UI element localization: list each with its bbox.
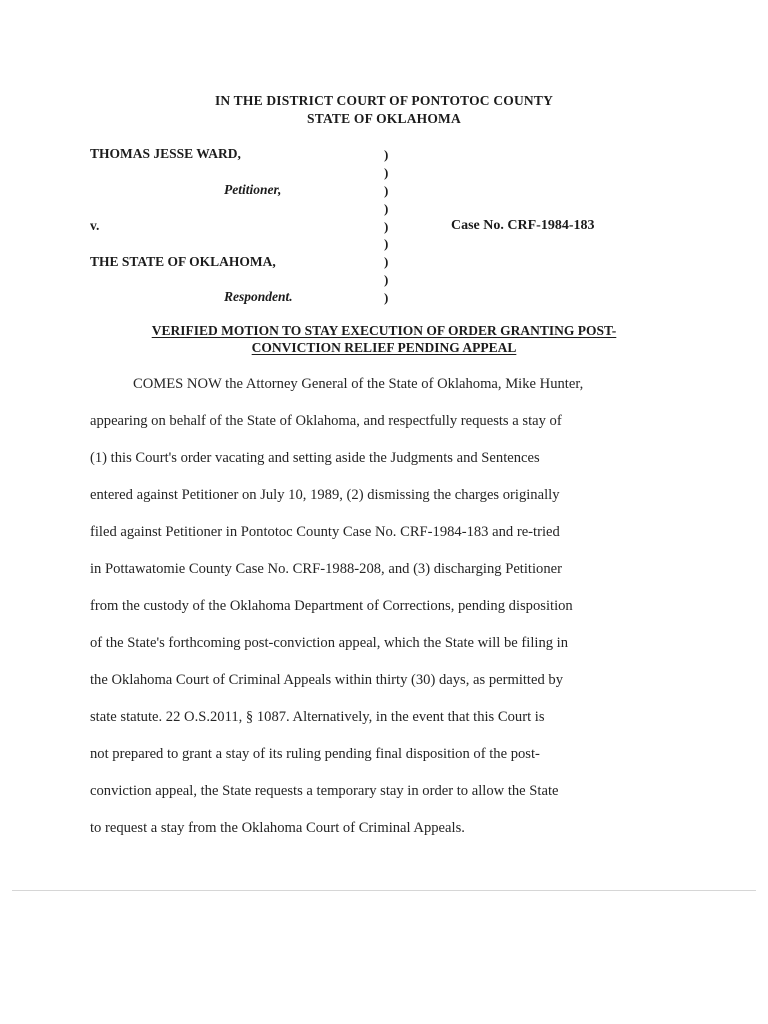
petitioner-name: THOMAS JESSE WARD, [90, 146, 241, 161]
bracket-paren: ) [384, 236, 389, 252]
body-line: from the custody of the Oklahoma Department of Corrections, pending disposition [90, 598, 573, 614]
bracket-paren: ) [384, 164, 389, 180]
court-name: IN THE DISTRICT COURT OF PONTOTOC COUNTY [214, 93, 554, 108]
bracket-paren: ) [384, 147, 389, 162]
bracket-paren: ) [384, 200, 389, 216]
motion-title-line: CONVICTION RELIEF PENDING APPEAL [251, 340, 517, 355]
caption-bracket [384, 146, 396, 307]
motion-title [90, 322, 678, 356]
body-line: of the State's forthcoming post-conviction appeal, which the State will be filing in [90, 635, 569, 651]
case-number: Case No. CRF-1984-183 [451, 218, 595, 233]
petitioner-role: Petitioner, [224, 182, 282, 197]
body-line: state statute. 22 O.S.2011, § 1087. Alternatively, in the event that this Court is [90, 709, 545, 725]
respondent-name: THE STATE OF OKLAHOMA, [90, 254, 276, 269]
bracket-paren: ) [384, 254, 389, 270]
case-caption [90, 146, 690, 306]
versus: v. [90, 218, 100, 233]
body-line: not prepared to grant a stay of its ruling pending final disposition of the post- [90, 746, 540, 762]
bracket-paren: ) [384, 290, 389, 306]
bracket-paren: ) [384, 272, 389, 288]
body-line: (1) this Court's order vacating and setting aside the Judgments and Sentences [90, 450, 540, 466]
body-line: entered against Petitioner on July 10, 1989, (2) dismissing the charges originally [90, 487, 560, 503]
state-name: STATE OF OKLAHOMA [307, 111, 461, 126]
bracket-paren: ) [384, 182, 389, 198]
motion-body [90, 370, 682, 851]
body-line: COMES NOW the Attorney General of the State of Oklahoma, Mike Hunter, [133, 376, 584, 392]
page-divider [12, 890, 756, 891]
body-line: appearing on behalf of the State of Oklahoma, and respectfully requests a stay of [90, 413, 562, 429]
motion-title-line: VERIFIED MOTION TO STAY EXECUTION OF ORDER GRANTING POST- [151, 323, 617, 338]
body-line: conviction appeal, the State requests a temporary stay in order to allow the State [90, 783, 559, 799]
body-line: filed against Petitioner in Pontotoc County Case No. CRF-1984-183 and re-tried [90, 524, 560, 540]
body-line: to request a stay from the Oklahoma Court of Criminal Appeals. [90, 820, 465, 836]
body-line: in Pottawatomie County Case No. CRF-1988-208, and (3) discharging Petitioner [90, 561, 562, 577]
respondent-role: Respondent. [224, 289, 293, 304]
court-header [0, 92, 768, 128]
bracket-paren: ) [384, 218, 389, 234]
body-line: the Oklahoma Court of Criminal Appeals within thirty (30) days, as permitted by [90, 672, 563, 688]
